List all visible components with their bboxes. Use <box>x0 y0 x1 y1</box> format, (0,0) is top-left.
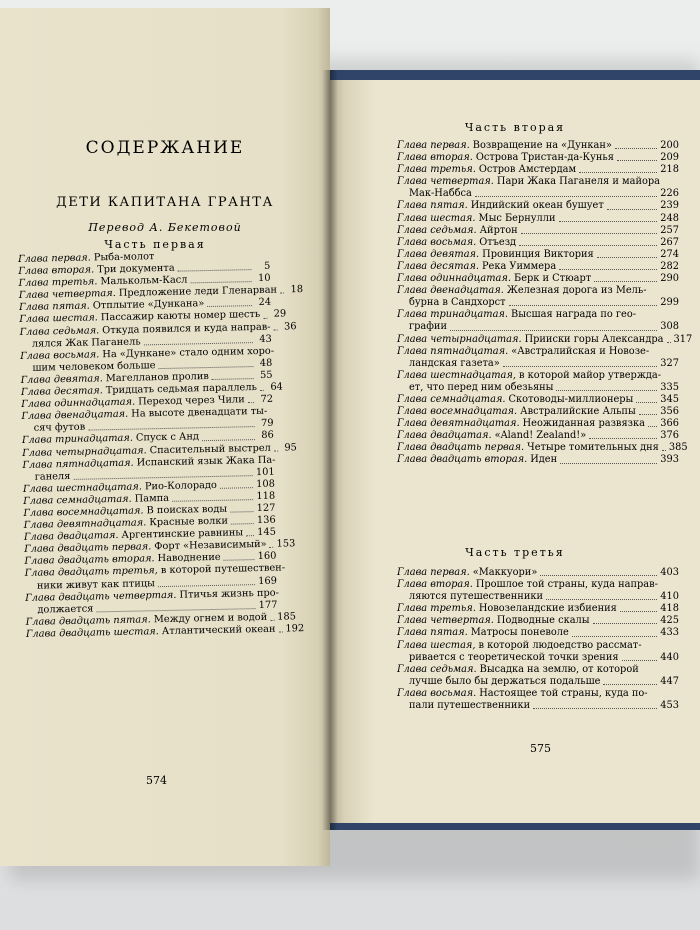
part1-heading: Часть первая <box>104 238 206 251</box>
toc-entry <box>397 579 679 591</box>
chapter-title: Тридцать седьмая параллель <box>105 382 257 397</box>
leader-dots <box>622 652 658 661</box>
leader-dots <box>230 511 254 512</box>
leader-dots <box>191 281 252 283</box>
chapter-page-number: 10 <box>257 272 271 285</box>
chapter-title: в которой майор утвержда- <box>519 369 662 381</box>
chapter-label: Глава пятая. <box>397 627 468 639</box>
page-number-left: 574 <box>146 774 167 787</box>
chapter-page-number: 79 <box>261 417 274 430</box>
chapter-title: Река Уиммера <box>481 260 557 272</box>
chapter-title: Неожиданная развязка <box>522 418 645 430</box>
chapter-page-number: 335 <box>660 381 679 393</box>
leader-dots <box>158 358 253 369</box>
chapter-label: Глава девятнадцатая. <box>397 418 520 430</box>
chapter-title: Малькольм-Касл <box>100 274 188 288</box>
toc-entry <box>397 700 679 712</box>
chapter-label: Глава двадцать третья, <box>24 565 158 580</box>
leader-dots <box>617 160 657 161</box>
chapter-title: Аргентинские равнины <box>121 527 244 542</box>
chapter-page-number: 153 <box>276 538 296 550</box>
chapter-page-number: 453 <box>660 700 679 712</box>
toc-entry <box>397 297 679 309</box>
chapter-page-number: 192 <box>285 622 305 635</box>
chapter-label: Глава шестая. <box>19 312 99 326</box>
chapter-title: Форт «Независимый» <box>154 539 267 553</box>
chapter-page-number: 327 <box>660 357 679 369</box>
chapter-title: Матросы поневоле <box>470 627 569 639</box>
chapter-label: Глава четвертая. <box>397 615 494 627</box>
toc-entry <box>397 309 679 321</box>
chapter-page-number: 5 <box>263 260 271 272</box>
toc-entry <box>397 664 679 676</box>
chapter-title: ландская газета» <box>409 357 500 369</box>
toc-entry <box>397 200 679 212</box>
chapter-title: «Маккуори» <box>472 567 538 578</box>
chapter-page-number: 267 <box>660 236 679 248</box>
chapter-label: Глава четвертая. <box>18 288 116 302</box>
toc-list-part1 <box>18 249 305 641</box>
chapter-title: Рыба-молот <box>93 251 155 264</box>
leader-dots <box>96 600 256 612</box>
leader-dots <box>509 297 658 306</box>
leader-dots <box>597 257 658 258</box>
chapter-title: Спуск с Анд <box>135 431 200 444</box>
chapter-page-number: 290 <box>660 273 679 285</box>
chapter-label: Глава седьмая. <box>397 663 477 675</box>
toc-entry <box>397 261 679 273</box>
chapter-label: Глава девятая. <box>20 373 103 386</box>
chapter-page-number: 418 <box>660 603 679 615</box>
leader-dots <box>519 245 657 246</box>
chapter-title: Остров Амстердам <box>478 164 577 176</box>
chapter-label: Глава восемнадцатая. <box>23 505 144 519</box>
chapter-title: шим человеком больше <box>32 359 156 374</box>
chapter-page-number: 282 <box>660 260 679 272</box>
chapter-page-number: 24 <box>258 297 272 309</box>
chapter-title: Предложение леди Гленарван <box>118 284 278 300</box>
chapter-page-number: 257 <box>660 224 679 236</box>
chapter-title: лялся Жак Паганель <box>31 336 141 350</box>
book-title: ДЕТИ КАПИТАНА ГРАНТА <box>56 195 274 210</box>
chapter-page-number: 200 <box>660 140 679 151</box>
chapter-page-number: 239 <box>660 200 679 212</box>
chapter-label: Глава восьмая. <box>20 349 100 362</box>
toc-entry <box>397 676 679 688</box>
toc-entry <box>397 603 679 615</box>
toc-entry <box>397 442 688 454</box>
chapter-label: Глава двенадцатая. <box>397 285 504 297</box>
leader-dots <box>178 269 252 272</box>
leader-dots <box>143 334 252 345</box>
chapter-title: пали путешественники <box>409 700 531 712</box>
chapter-title: «Австралийская и Новозе- <box>511 345 650 357</box>
toc-entry <box>397 615 679 627</box>
leader-dots <box>503 358 658 367</box>
chapter-title: Спасительный выстрел <box>149 442 271 456</box>
chapter-label: Глава шестнадцатая, <box>397 369 516 381</box>
chapter-page-number: 169 <box>258 575 278 587</box>
chapter-page-number: 274 <box>660 248 679 260</box>
chapter-title: ривается с теоретической точки зрения <box>409 651 619 663</box>
chapter-page-number: 108 <box>256 478 275 490</box>
toc-entry <box>397 273 679 285</box>
toc-entry <box>397 213 679 225</box>
chapter-title: Новозеландские избиения <box>478 603 617 615</box>
toc-entry <box>397 346 679 358</box>
chapter-label: Глава пятнадцатая. <box>397 345 509 357</box>
chapter-title: Мак-Наббса <box>409 188 472 200</box>
leader-dots <box>450 321 657 330</box>
leader-dots <box>202 439 255 441</box>
chapter-label: Глава десятая. <box>20 385 103 398</box>
chapter-title: На «Дункане» стало одним хоро- <box>102 345 275 361</box>
chapter-title: Индийский океан бушует <box>470 200 604 212</box>
toc-entry <box>397 249 679 261</box>
chapter-title: в которой путешествен- <box>160 562 286 577</box>
chapter-page-number: 376 <box>660 430 679 442</box>
chapter-title: сяч футов <box>33 421 86 435</box>
chapter-label: Глава первая. <box>18 252 91 265</box>
chapter-page-number: 36 <box>283 320 297 333</box>
chapter-label: Глава вторая. <box>397 579 473 591</box>
chapter-page-number: 127 <box>256 502 276 515</box>
chapter-title: Высадка на землю, от которой <box>479 663 639 675</box>
leader-dots <box>607 209 658 210</box>
chapter-label: Глава тринадцатая. <box>397 309 509 321</box>
chapter-title: Айртон <box>479 224 518 236</box>
chapter-title: графии <box>409 321 447 333</box>
toc-entry <box>397 394 679 406</box>
chapter-page-number: 55 <box>260 369 273 381</box>
chapter-label: Глава одиннадцатая. <box>21 396 136 411</box>
chapter-title: Пассажир каюты номер шесть <box>100 309 261 324</box>
leader-dots <box>220 487 253 489</box>
chapter-title: Мыс Бернулли <box>478 212 556 224</box>
chapter-page-number: 308 <box>660 321 679 333</box>
chapter-label: Глава двадцатая. <box>23 530 119 544</box>
chapter-label: Глава двадцать вторая. <box>397 454 528 466</box>
chapter-page-number: 393 <box>660 454 679 466</box>
leader-dots <box>212 378 254 380</box>
toc-entry <box>397 567 679 579</box>
toc-entry <box>397 333 693 346</box>
chapter-title: лучше было бы держаться подальше <box>409 675 601 687</box>
part2-heading: Часть вторая <box>464 121 566 134</box>
chapter-page-number: 345 <box>660 393 679 405</box>
leader-dots <box>636 402 657 403</box>
chapter-page-number: 86 <box>261 430 274 442</box>
toc-entry <box>397 591 679 603</box>
toc-entry <box>397 225 679 237</box>
toc-entry <box>397 152 679 164</box>
chapter-label: Глава пятая. <box>19 300 90 314</box>
toc-entry <box>397 285 679 297</box>
chapter-title: Возвращение на «Дункан» <box>472 140 612 151</box>
chapter-title: ганеля <box>34 470 71 483</box>
chapter-label: Глава пятнадцатая. <box>22 457 134 471</box>
chapter-title: в которой людоедство рассмат- <box>478 639 642 651</box>
chapter-title: Между огнем и водой <box>153 611 268 626</box>
chapter-page-number: 29 <box>273 308 287 321</box>
chapter-label: Глава двадцать пятая. <box>25 614 151 628</box>
chapter-page-number: 64 <box>270 381 283 393</box>
chapter-label: Глава девятая. <box>397 248 480 260</box>
chapter-label: Глава двадцать четвертая. <box>25 589 177 604</box>
chapter-label: Глава восемнадцатая. <box>397 406 518 418</box>
toc-entry <box>397 418 679 430</box>
chapter-page-number: 218 <box>660 164 679 176</box>
chapter-title: Рио-Колорадо <box>144 479 217 493</box>
toc-entry <box>397 370 679 382</box>
leader-dots <box>639 414 658 415</box>
chapter-title: Пари Жака Паганеля и майора <box>496 176 660 188</box>
chapter-label: Глава седьмая. <box>397 224 477 236</box>
toc-entry <box>397 237 679 249</box>
chapter-label: Глава четырнадцатая. <box>397 333 522 345</box>
page-number-right: 575 <box>530 742 551 755</box>
chapter-title: Железная дорога из Мель- <box>506 285 647 297</box>
leader-dots <box>559 269 657 270</box>
chapter-title: Настоящее той страны, куда по- <box>479 687 648 699</box>
leader-dots <box>556 382 657 391</box>
leader-dots <box>615 148 657 149</box>
toc-entry <box>397 321 679 333</box>
chapter-title: Прошлое той страны, куда направ- <box>475 579 658 591</box>
leader-dots <box>475 188 657 197</box>
chapter-label: Глава шестнадцатая. <box>22 481 143 495</box>
chapter-title: Берк и Стюарт <box>514 273 592 285</box>
chapter-label: Глава двадцать первая. <box>397 442 525 454</box>
toc-list-part2 <box>397 140 693 467</box>
chapter-label: Глава тринадцатая. <box>21 433 134 447</box>
toc-entry <box>397 640 679 652</box>
chapter-label: Глава шестая. <box>397 212 476 224</box>
chapter-page-number: 433 <box>660 627 679 639</box>
chapter-title: должается <box>37 603 94 616</box>
chapter-label: Глава первая. <box>397 140 470 151</box>
chapter-title: Переход через Чили <box>138 394 245 408</box>
chapter-page-number: 209 <box>660 152 679 164</box>
chapter-page-number: 425 <box>660 615 679 627</box>
leader-dots <box>274 329 278 330</box>
leader-dots <box>246 535 254 536</box>
chapter-title: Отъезд <box>479 236 517 248</box>
toc-entry <box>397 406 679 418</box>
chapter-page-number: 385 <box>668 442 688 454</box>
chapter-title: ники живут как птицы <box>36 577 156 592</box>
leader-dots <box>667 342 671 343</box>
chapter-label: Глава третья. <box>18 276 98 290</box>
leader-dots <box>274 450 278 451</box>
chapter-title: Откуда появился и куда направ- <box>102 321 271 336</box>
chapter-title: Острова Тристан-да-Кунья <box>475 152 614 164</box>
chapter-page-number: 226 <box>660 188 679 200</box>
toc-entry <box>397 164 679 176</box>
chapter-label: Глава двенадцатая. <box>21 408 129 423</box>
chapter-title: Провинция Виктория <box>482 248 594 260</box>
toc-entry <box>397 358 679 370</box>
chapter-title: Магелланов пролив <box>105 370 210 385</box>
chapter-title: Иден <box>530 454 558 466</box>
leader-dots <box>560 463 657 464</box>
leader-dots <box>248 402 254 403</box>
chapter-title: Отплытие «Дункана» <box>92 298 205 312</box>
chapter-label: Глава шестая, <box>397 639 476 651</box>
chapter-label: Глава семнадцатая. <box>397 393 506 405</box>
chapter-page-number: 95 <box>284 441 297 453</box>
chapter-page-number: 403 <box>660 567 679 578</box>
chapter-title: Австралийские Альпы <box>520 406 636 418</box>
chapter-title: Высшая награда по гео- <box>511 309 637 321</box>
toc-title: СОДЕРЖАНИЕ <box>85 138 245 158</box>
chapter-label: Глава двадцать первая. <box>24 541 152 556</box>
chapter-title: На высоте двенадцати ты- <box>131 406 268 420</box>
chapter-title: Три документа <box>97 262 175 276</box>
toc-entry <box>397 188 679 200</box>
leader-dots <box>158 576 255 587</box>
leader-dots <box>207 306 252 308</box>
chapter-page-number: 177 <box>258 599 278 611</box>
leader-dots <box>521 233 658 234</box>
chapter-page-number: 185 <box>277 611 296 623</box>
chapter-label: Глава вторая. <box>18 264 95 278</box>
chapter-label: Глава одиннадцатая. <box>397 273 512 285</box>
chapter-label: Глава седьмая. <box>19 324 100 338</box>
leader-dots <box>594 281 657 282</box>
chapter-page-number: 43 <box>259 333 272 345</box>
leader-dots <box>579 172 657 173</box>
chapter-label: Глава восьмая. <box>397 236 477 248</box>
chapter-label: Глава четырнадцатая. <box>22 444 147 459</box>
toc-entry <box>397 430 679 442</box>
leader-dots <box>540 575 657 576</box>
chapter-page-number: 72 <box>260 393 274 406</box>
leader-dots <box>260 390 264 391</box>
chapter-page-number: 447 <box>660 675 679 687</box>
chapter-label: Глава десятая. <box>397 260 479 272</box>
chapter-label: Глава четвертая. <box>397 176 494 188</box>
chapter-title: ляются путешественники <box>409 591 544 603</box>
chapter-title: ет, что перед ним обезьяны <box>409 381 554 393</box>
translation-credit: Перевод А. Бекетовой <box>88 221 242 234</box>
leader-dots <box>662 450 666 451</box>
leader-dots <box>559 221 658 222</box>
chapter-title: Пампа <box>134 492 170 505</box>
chapter-title: бурна в Сандхорст <box>409 297 506 309</box>
toc-entry <box>397 176 679 188</box>
leader-dots <box>172 499 253 502</box>
leader-dots <box>270 547 274 548</box>
chapter-page-number: 317 <box>673 333 693 345</box>
leader-dots <box>224 560 255 562</box>
book-gutter <box>322 70 338 830</box>
leader-dots <box>263 317 267 318</box>
chapter-page-number: 366 <box>660 418 679 430</box>
chapter-page-number: 48 <box>259 357 273 369</box>
chapter-title: Скотоводы-миллионеры <box>508 393 634 405</box>
toc-entry <box>397 627 679 639</box>
leader-dots <box>593 623 658 624</box>
chapter-label: Глава вторая. <box>397 152 473 164</box>
leader-dots <box>279 632 283 633</box>
chapter-title: «Aland! Zealand!» <box>494 430 587 442</box>
leader-dots <box>270 620 274 621</box>
toc-entry <box>397 652 679 664</box>
toc-entry <box>397 454 679 466</box>
chapter-page-number: 18 <box>290 284 304 296</box>
toc-entry <box>397 688 679 700</box>
chapter-label: Глава девятнадцатая. <box>23 517 147 532</box>
leader-dots <box>620 611 657 612</box>
leader-dots <box>648 426 657 427</box>
chapter-page-number: 356 <box>660 406 679 418</box>
toc-list-part3 <box>397 567 679 712</box>
chapter-page-number: 118 <box>256 490 276 502</box>
chapter-title: Подводные скалы <box>496 615 590 627</box>
chapter-page-number: 101 <box>255 466 275 478</box>
leader-dots <box>280 293 284 294</box>
chapter-title: Птичья жизнь про- <box>179 587 280 601</box>
chapter-page-number: 248 <box>660 212 679 224</box>
chapter-page-number: 299 <box>660 297 679 309</box>
chapter-title: Наводнение <box>157 552 221 565</box>
chapter-label: Глава двадцатая. <box>397 430 492 442</box>
toc-entry <box>397 140 679 152</box>
leader-dots <box>603 676 657 685</box>
chapter-page-number: 145 <box>257 526 277 539</box>
chapter-label: Глава третья. <box>397 603 476 615</box>
chapter-title: В поисках воды <box>146 503 228 517</box>
leader-dots <box>231 523 254 524</box>
leader-dots <box>572 636 657 637</box>
chapter-title: Испанский язык Жака Па- <box>136 454 276 469</box>
leader-dots <box>589 438 657 439</box>
chapter-title: Красные волки <box>149 515 229 529</box>
chapter-page-number: 410 <box>660 591 679 603</box>
chapter-page-number: 440 <box>660 651 679 663</box>
chapter-page-number: 160 <box>257 550 277 563</box>
chapter-label: Глава семнадцатая. <box>23 493 132 507</box>
chapter-page-number: 136 <box>256 514 276 527</box>
leader-dots <box>546 591 657 600</box>
chapter-label: Глава двадцать шестая. <box>25 626 159 640</box>
chapter-label: Глава пятая. <box>397 200 468 212</box>
part3-heading: Часть третья <box>465 546 565 559</box>
toc-entry <box>397 382 679 394</box>
chapter-label: Глава первая. <box>397 567 470 578</box>
chapter-label: Глава третья. <box>397 164 476 176</box>
leader-dots <box>533 700 657 709</box>
chapter-title: Четыре томительных дня <box>527 442 659 454</box>
chapter-label: Глава восьмая. <box>397 687 477 699</box>
chapter-title: Атлантический океан <box>161 623 276 637</box>
chapter-title: Прииски горы Александра <box>524 333 664 345</box>
chapter-label: Глава двадцать вторая. <box>24 553 155 568</box>
